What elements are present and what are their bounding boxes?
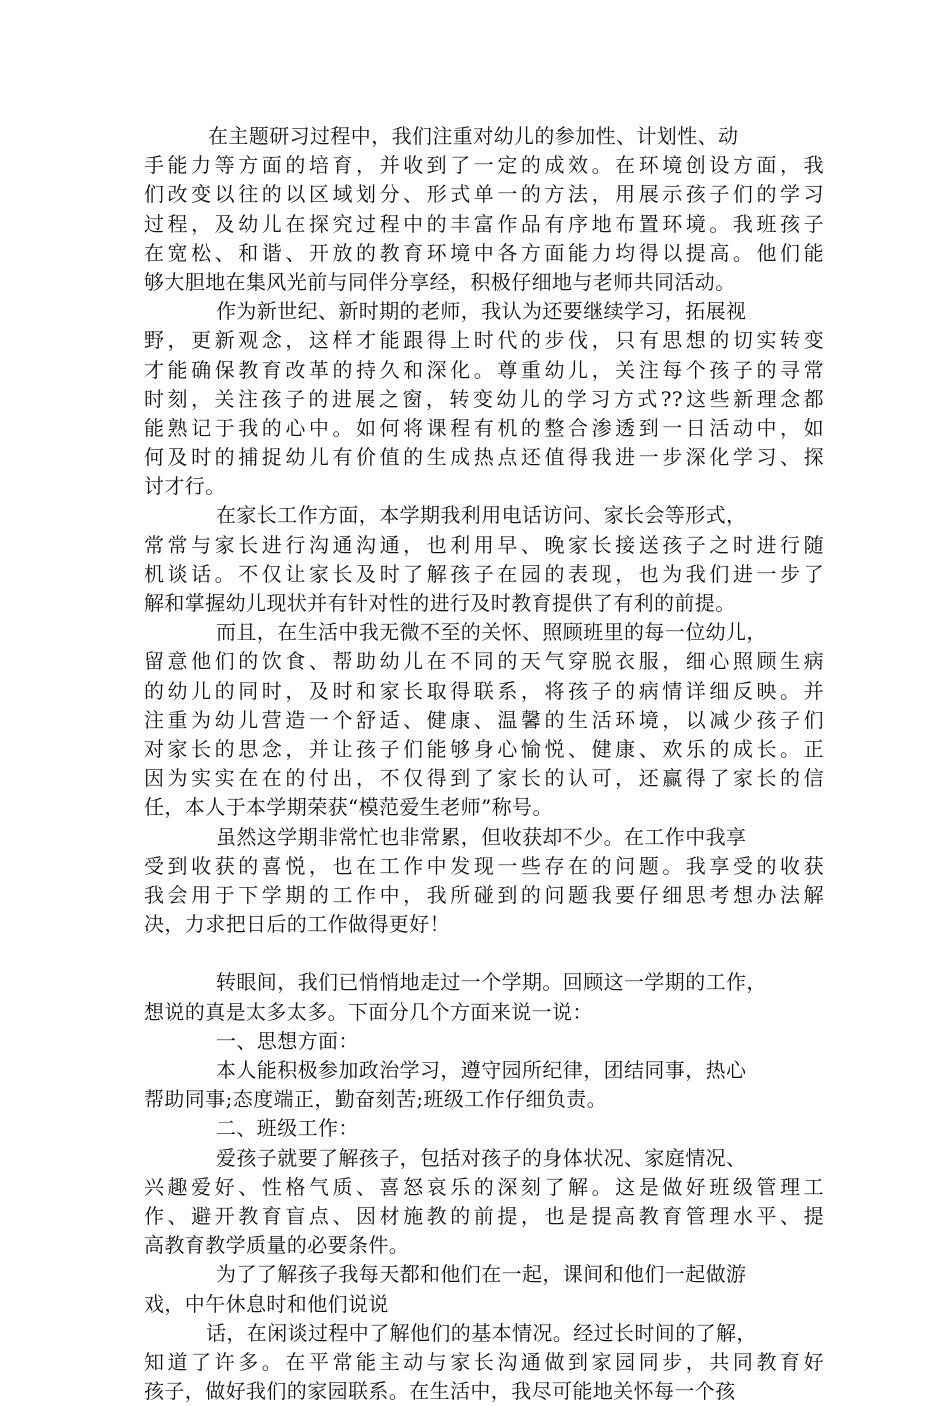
text-line: 爱孩子就要了解孩子，包括对孩子的身体状况、家庭情况、 <box>216 1145 747 1170</box>
text-line: 话，在闲谈过程中了解他们的基本情况。经过长时间的了解， <box>206 1320 757 1345</box>
text-line: 兴趣爱好、性格气质、喜怒哀乐的深刻了解。这是做好班级管理工 <box>144 1174 824 1199</box>
text-line: 才能确保教育改革的持久和深化。尊重幼儿，关注每个孩子的寻常 <box>144 357 824 382</box>
text-line: 何及时的捕捉幼儿有价值的生成热点还值得我进一步深化学习、探 <box>144 445 824 470</box>
blank-line <box>144 939 824 968</box>
text-line: 转眼间，我们已悄悄地走过一个学期。回顾这一学期的工作， <box>216 970 767 995</box>
section-heading: 二、班级工作： <box>216 1116 359 1141</box>
document-body <box>144 122 824 1406</box>
text-line: 决，力求把日后的工作做得更好！ <box>144 912 450 937</box>
text-line: 野，更新观念，这样才能跟得上时代的步伐，只有思想的切实转变 <box>144 328 824 353</box>
text-line: 帮助同事;态度端正，勤奋刻苦;班级工作仔细负责。 <box>144 1087 608 1112</box>
text-line: 因为实实在在的付出，不仅得到了家长的认可，还赢得了家长的信 <box>144 766 824 791</box>
text-line: 作、避开教育盲点、因材施教的前提，也是提高教育管理水平、提 <box>144 1203 824 1228</box>
text-line: 时刻，关注孩子的进展之窗，转变幼儿的学习方式??这些新理念都 <box>144 386 824 411</box>
text-line: 解和掌握幼儿现状并有针对性的进行及时教育提供了有利的前提。 <box>144 591 736 615</box>
text-line: 我会用于下学期的工作中，我所碰到的问题我要仔细思考想办法解 <box>144 882 824 907</box>
text-line: 手能力等方面的培育，并收到了一定的成效。在环境创设方面，我 <box>144 153 824 178</box>
text-line: 注重为幼儿营造一个舒适、健康、温馨的生活环境，以减少孩子们 <box>144 707 824 732</box>
text-line: 而且，在生活中我无微不至的关怀、照顾班里的每一位幼儿， <box>216 620 767 645</box>
text-line: 任，本人于本学期荣获“模范爱生老师”称号。 <box>144 795 553 820</box>
text-line: 能熟记于我的心中。如何将课程有机的整合渗透到一日活动中，如 <box>144 415 824 440</box>
text-line: 们改变以往的以区域划分、形式单一的方法，用展示孩子们的学习 <box>144 182 824 207</box>
text-line: 为了了解孩子我每天都和他们在一起，课间和他们一起做游 <box>216 1262 747 1287</box>
text-line: 孩子，做好我们的家园联系。在生活中，我尽可能地关怀每一个孩 <box>144 1379 736 1404</box>
text-line: 戏，中午休息时和他们说说 <box>144 1291 389 1316</box>
text-line: 够大胆地在集风光前与同伴分享经，积极仔细地与老师共同活动。 <box>144 269 736 294</box>
text-line: 作为新世纪、新时期的老师，我认为还要继续学习，拓展视 <box>216 299 747 324</box>
text-line: 虽然这学期非常忙也非常累，但收获却不少。在工作中我享 <box>216 824 747 849</box>
section-heading: 一、思想方面： <box>216 1028 359 1053</box>
text-line: 在家长工作方面，本学期我利用电话访问、家长会等形式， <box>216 503 747 528</box>
text-line: 对家长的思念，并让孩子们能够身心愉悦、健康、欢乐的成长。正 <box>144 736 824 761</box>
text-line: 想说的真是太多太多。下面分几个方面来说一说： <box>144 999 593 1024</box>
text-line: 留意他们的饮食、帮助幼儿在不同的天气穿脱衣服，细心照顾生病 <box>144 649 824 674</box>
text-line: 在宽松、和谐、开放的教育环境中各方面能力均得以提高。他们能 <box>144 240 824 265</box>
text-line: 的幼儿的同时，及时和家长取得联系，将孩子的病情详细反映。并 <box>144 678 824 703</box>
text-line: 讨才行。 <box>144 474 226 499</box>
text-line: 高教育教学质量的必要条件。 <box>144 1233 410 1258</box>
text-line: 在主题研习过程中，我们注重对幼儿的参加性、计划性、动 <box>208 124 739 148</box>
text-line: 受到收获的喜悦，也在工作中发现一些存在的问题。我享受的收获 <box>144 853 824 878</box>
text-line: 常常与家长进行沟通沟通，也利用早、晚家长接送孩子之时进行随 <box>144 532 824 557</box>
text-line: 机谈话。不仅让家长及时了解孩子在园的表现，也为我们进一步了 <box>144 561 824 586</box>
text-line: 知道了许多。在平常能主动与家长沟通做到家园同步，共同教育好 <box>144 1349 824 1374</box>
text-line: 过程，及幼儿在探究过程中的丰富作品有序地布置环境。我班孩子 <box>144 211 824 236</box>
text-line: 本人能积极参加政治学习，遵守园所纪律，团结同事，热心 <box>216 1058 747 1082</box>
